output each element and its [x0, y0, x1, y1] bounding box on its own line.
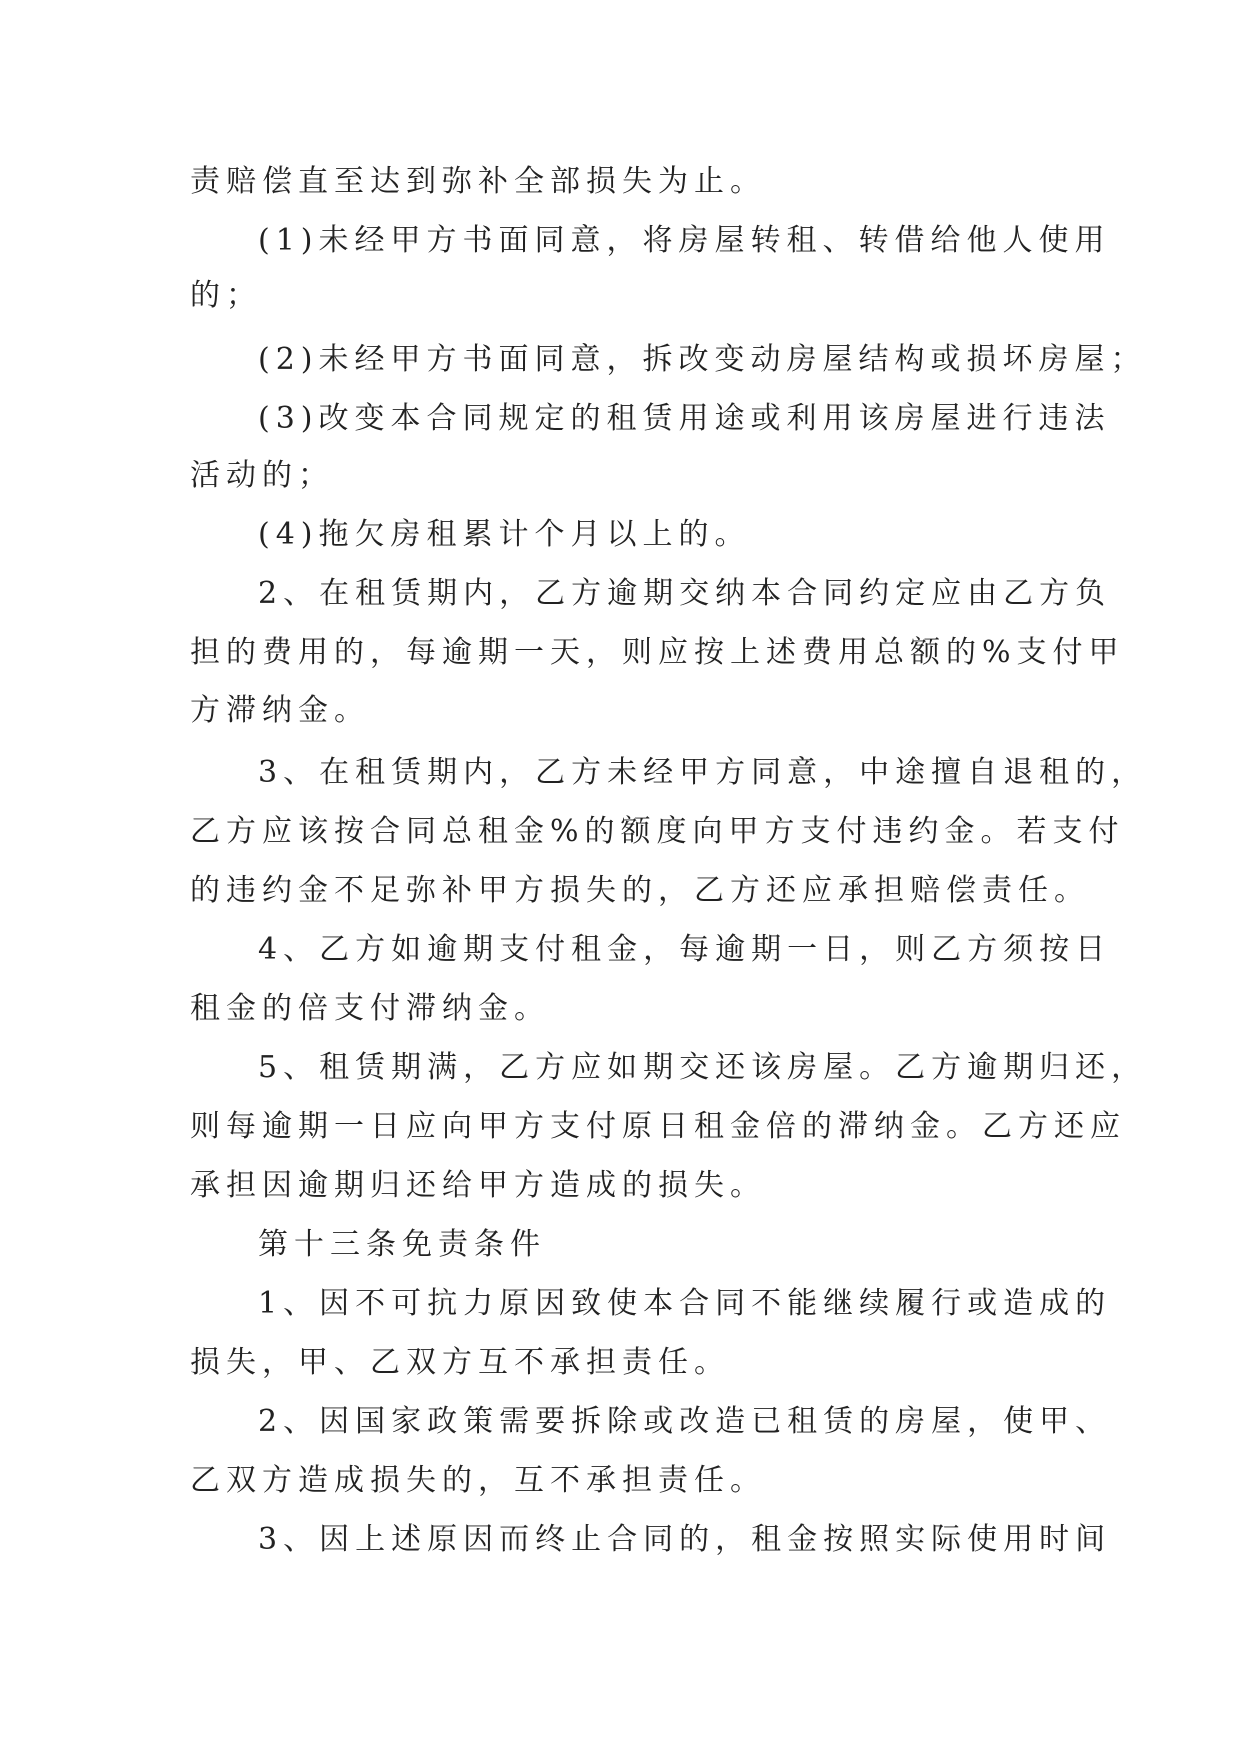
- text-line: 3、在租赁期内，乙方未经甲方同意，中途擅自退租的，: [258, 755, 1148, 790]
- text-line: (4)拖欠房租累计个月以上的。: [258, 517, 751, 552]
- text-line: 4、乙方如逾期支付租金，每逾期一日，则乙方须按日: [258, 932, 1112, 967]
- text-line: 2、因国家政策需要拆除或改造已租赁的房屋，使甲、: [258, 1404, 1112, 1439]
- text-line: (2)未经甲方书面同意，拆改变动房屋结构或损坏房屋；: [258, 342, 1147, 377]
- text-line: 担的费用的，每逾期一天，则应按上述费用总额的%支付甲: [190, 635, 1125, 670]
- text-line: 则每逾期一日应向甲方支付原日租金倍的滞纳金。乙方还应: [190, 1109, 1126, 1144]
- text-line: 责赔偿直至达到弥补全部损失为止。: [190, 164, 766, 199]
- text-line: (3)改变本合同规定的租赁用途或利用该房屋进行违法: [258, 401, 1111, 436]
- text-line: 活动的；: [190, 458, 334, 493]
- text-line: 损失，甲、乙双方互不承担责任。: [190, 1345, 730, 1380]
- text-line: 5、租赁期满，乙方应如期交还该房屋。乙方逾期归还，: [258, 1050, 1148, 1085]
- text-line: 乙方应该按合同总租金%的额度向甲方支付违约金。若支付: [190, 814, 1125, 849]
- text-line: 2、在租赁期内，乙方逾期交纳本合同约定应由乙方负: [258, 576, 1112, 611]
- text-line: 乙双方造成损失的，互不承担责任。: [190, 1463, 766, 1498]
- text-line: 的违约金不足弥补甲方损失的，乙方还应承担赔偿责任。: [190, 873, 1090, 908]
- text-line: 方滞纳金。: [190, 693, 370, 728]
- section-heading: 第十三条免责条件: [258, 1227, 546, 1262]
- text-line: 租金的倍支付滞纳金。: [190, 991, 550, 1026]
- text-line: (1)未经甲方书面同意，将房屋转租、转借给他人使用: [258, 223, 1111, 258]
- text-line: 3、因上述原因而终止合同的，租金按照实际使用时间: [258, 1522, 1112, 1557]
- text-line: 承担因逾期归还给甲方造成的损失。: [190, 1168, 766, 1203]
- text-line: 1、因不可抗力原因致使本合同不能继续履行或造成的: [258, 1286, 1112, 1321]
- text-line: 的；: [190, 278, 262, 313]
